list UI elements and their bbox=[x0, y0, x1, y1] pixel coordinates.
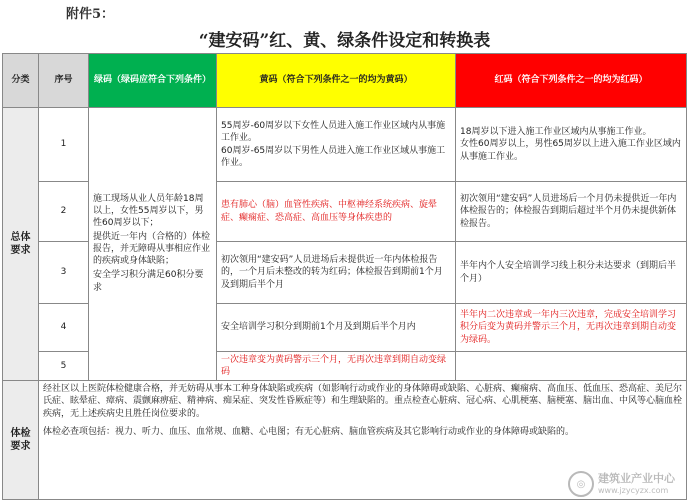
watermark-name: 建筑业产业中心 bbox=[598, 472, 675, 486]
document-title: “建安码”红、黄、绿条件设定和转换表 bbox=[198, 31, 491, 51]
red-condition: 18周岁以下进入施工作业区域内从事施工作业。 女性60周岁以上，男性65周岁以上进入施工作业区域内从事施工作业。 bbox=[460, 127, 681, 162]
health-requirement: 体检必查项包括：视力、听力、血压、血常规、血糖、心电图；有无心脏病、脑血管疾病及其它影响行动或作业的身体障碍或缺陷的。 bbox=[43, 426, 575, 437]
category-general: 总体要求 bbox=[3, 108, 39, 381]
watermark-logo-icon: ◎ bbox=[568, 471, 594, 497]
yellow-condition-cell: 安全培训学习积分到期前1个月及到期后半个月内 bbox=[217, 304, 456, 352]
watermark-url: www.jzycyzx.com bbox=[598, 485, 669, 495]
red-condition-cell: 半年内个人安全培训学习线上积分未达要求（到期后半个月） bbox=[456, 242, 687, 304]
green-condition: 提供近一年内（合格的）体检报告，并无障碍从事相应作业的疾病或身体缺陷； bbox=[93, 232, 211, 267]
header-yellow-code: 黄码（符合下列条件之一的均为黄码） bbox=[217, 54, 456, 108]
annex-label: 附件5： bbox=[66, 7, 115, 22]
table-row bbox=[3, 108, 687, 182]
seq-cell: 2 bbox=[39, 182, 89, 242]
condition-table bbox=[2, 53, 687, 500]
header-seq: 序号 bbox=[39, 54, 89, 108]
green-condition: 施工现场从业人员年龄18周以上，女性55周岁以下，男性60周岁以下； bbox=[93, 193, 204, 228]
red-condition-cell bbox=[456, 108, 687, 182]
green-condition: 安全学习积分满足60积分要求 bbox=[93, 270, 204, 293]
category-health: 体检要求 bbox=[3, 381, 39, 500]
header-green-code: 绿码（绿码应符合下列条件） bbox=[89, 54, 217, 108]
yellow-condition-cell bbox=[217, 108, 456, 182]
yellow-condition: 55周岁-60周岁以下女性人员进入施工作业区域内从事施工作业。 60周岁-65周岁以下男性人员进入施工作业区域从事施工作业。 bbox=[221, 121, 446, 168]
header-red-code: 红码（符合下列条件之一的均为红码） bbox=[456, 54, 687, 108]
red-condition-cell: 初次领用“建安码”人员进场后一个月仍未提供近一年内体检报告的；体检报告到期后超过半个月仍未提供新体检报告。 bbox=[456, 182, 687, 242]
health-requirement: 经社区以上医院体检健康合格，并无妨碍从事本工种身体缺陷或疾病（如影响行动或作业的身体障碍或缺陷、心脏病、癫痫病、高血压、低血压、恐高症、美尼尔氏症、眩晕症、瘴病、震颤麻痹症、精神病、痴呆症、突发性昏厥症等）和生理缺陷的。重点检查心脏病、冠心病、心肌梗塞、脑梗塞、脑出血、中风等心脑血栓疾病，无上述疾病史且胜任岗位要求的。 bbox=[43, 384, 683, 419]
red-condition-cell: 半年内二次违章或一年内三次违章，完成安全培训学习积分后变为黄码并警示三个月，无再次违章到期自动变为绿码。 bbox=[456, 304, 687, 352]
header-row bbox=[3, 54, 687, 108]
yellow-condition-cell: 一次违章变为黄码警示三个月，无再次违章到期自动变绿码 bbox=[217, 352, 456, 381]
yellow-condition-cell: 初次领用“建安码”人员进场后未提供近一年内体检报告的，一个月后未整改的转为红码；体检报告到期前1个月及到期后半个月 bbox=[217, 242, 456, 304]
green-conditions-cell bbox=[89, 108, 217, 381]
seq-cell: 1 bbox=[39, 108, 89, 182]
watermark bbox=[568, 471, 675, 497]
yellow-condition-cell: 患有肺心（脑）血管性疾病、中枢神经系统疾病、旋晕症、癫痫症、恐高症、高血压等身体疾患的 bbox=[217, 182, 456, 242]
seq-cell: 4 bbox=[39, 304, 89, 352]
header-category: 分类 bbox=[3, 54, 39, 108]
seq-cell: 3 bbox=[39, 242, 89, 304]
seq-cell: 5 bbox=[39, 352, 89, 381]
red-condition-cell bbox=[456, 352, 687, 381]
watermark-text bbox=[598, 473, 675, 495]
